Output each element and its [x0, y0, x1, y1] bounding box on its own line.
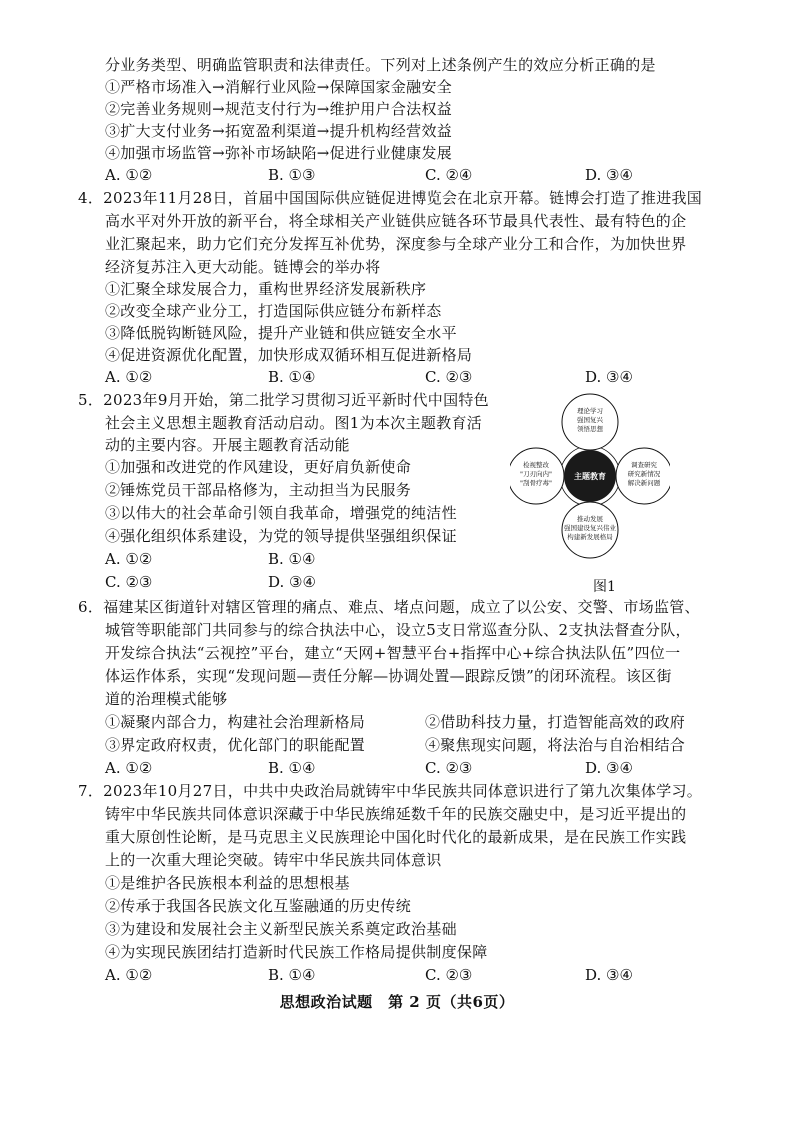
q4-option-a: A. ①②	[105, 368, 153, 386]
q6-line-4: 体运作体系，实现“发现问题—责任分解—协调处置—跟踪反馈”的闭环流程。该区街	[105, 667, 672, 685]
figure-1-left-label-1: 检视整改	[523, 461, 549, 469]
figure-1-diagram	[510, 392, 670, 592]
q3-item-3: ③扩大支付业务→拓宽盈利渠道→提升机构经营效益	[105, 122, 453, 140]
q3-option-c: C. ②④	[425, 166, 473, 184]
q7-option-b: B. ①④	[268, 966, 316, 984]
q5-item-3: ③以伟大的社会革命引领自我革命，增强党的纯洁性	[105, 504, 457, 522]
figure-1-top-label-3: 领悟思想	[577, 425, 603, 433]
q3-option-d: D. ③④	[585, 166, 633, 184]
q7-line-4: 上的一次重大理论突破。铸牢中华民族共同体意识	[105, 851, 442, 869]
q6-item-3: ③界定政府权责，优化部门的职能配置	[105, 736, 366, 754]
figure-1-right-label-2: 研究新情况	[627, 470, 661, 478]
q6-item-4: ④聚焦现实问题，将法治与自治相结合	[425, 736, 686, 754]
figure-1-left-label-2: "刀刃向内"	[520, 470, 552, 478]
q7-option-a: A. ①②	[105, 966, 153, 984]
q6-line-1: 6．福建某区街道针对辖区管理的痛点、难点、堵点问题，成立了以公安、交警、市场监管、	[78, 598, 700, 616]
q7-item-4: ④为实现民族团结打造新时代民族工作格局提供制度保障	[105, 943, 488, 961]
q3-stem: 分业务类型、明确监管职责和法律责任。下列对上述条例产生的效应分析正确的是	[105, 56, 656, 74]
q7-line-3: 重大原创性论断，是马克思主义民族理论中国化时代化的最新成果，是在民族工作实践	[105, 828, 687, 846]
figure-1-right-label-1: 调查研究	[631, 461, 657, 469]
figure-1-top-label-1: 理论学习	[577, 407, 603, 415]
q3-item-4: ④加强市场监管→弥补市场缺陷→促进行业健康发展	[105, 144, 453, 162]
q4-line-4: 经济复苏注入更大动能。链博会的举办将	[105, 258, 381, 276]
q6-item-2: ②借助科技力量，打造智能高效的政府	[425, 713, 686, 731]
figure-1-bottom-label-2: 强国建设复兴伟业	[564, 524, 616, 532]
q6-option-b: B. ①④	[268, 759, 316, 777]
q3-option-b: B. ①③	[268, 166, 316, 184]
q6-line-3: 开发综合执法“云视控”平台，建立“天网+智慧平台+指挥中心+综合执法队伍”四位一	[105, 644, 681, 662]
q3-option-a: A. ①②	[105, 166, 153, 184]
q4-line-1: 4．2023年11月28日，首届中国国际供应链促进博览会在北京开幕。链博会打造了推进我国	[78, 189, 703, 207]
q7-option-c: C. ②③	[425, 966, 473, 984]
figure-1-top-label-2: 强国复兴	[577, 416, 603, 424]
figure-1-caption: 图1	[593, 579, 616, 595]
q6-line-2: 城管等职能部门共同参与的综合执法中心，设立5支日常巡查分队、2支执法督查分队，	[105, 621, 691, 639]
q6-line-5: 道的治理模式能够	[105, 690, 228, 708]
q4-option-c: C. ②③	[425, 368, 473, 386]
q6-item-1: ①凝聚内部合力，构建社会治理新格局	[105, 713, 366, 731]
q3-item-1: ①严格市场准入→消解行业风险→保障国家金融安全	[105, 78, 453, 96]
q5-line-3: 动的主要内容。开展主题教育活动能	[105, 436, 350, 454]
q3-item-2: ②完善业务规则→规范支付行为→维护用户合法权益	[105, 100, 453, 118]
figure-1-center-label: 主题教育	[574, 472, 606, 481]
q4-item-3: ③降低脱钩断链风险，提升产业链和供应链安全水平	[105, 324, 457, 342]
figure-1-left-label-3: "刮骨疗毒"	[520, 479, 552, 487]
figure-1-right-label-3: 解决新问题	[627, 479, 661, 487]
page-footer: 思想政治试题 第 2 页（共6页）	[279, 993, 515, 1011]
q4-line-2: 高水平对外开放的新平台，将全球相关产业链供应链各环节最具代表性、最有特色的企	[105, 212, 687, 230]
q4-item-4: ④促进资源优化配置，加快形成双循环相互促进新格局	[105, 346, 473, 364]
q4-item-1: ①汇聚全球发展合力，重构世界经济发展新秩序	[105, 280, 427, 298]
q6-option-c: C. ②③	[425, 759, 473, 777]
q5-option-d: D. ③④	[268, 573, 316, 591]
q5-line-1: 5．2023年9月开始，第二批学习贯彻习近平新时代中国特色	[78, 391, 489, 409]
q7-item-2: ②传承于我国各民族文化互鉴融通的历史传统	[105, 897, 412, 915]
q6-option-a: A. ①②	[105, 759, 153, 777]
q7-item-3: ③为建设和发展社会主义新型民族关系奠定政治基础	[105, 920, 457, 938]
q4-option-b: B. ①④	[268, 368, 316, 386]
q7-line-2: 铸牢中华民族共同体意识深藏于中华民族绵延数千年的民族交融史中，是习近平提出的	[105, 805, 687, 823]
q5-option-b: B. ①④	[268, 550, 316, 568]
q7-option-d: D. ③④	[585, 966, 633, 984]
q5-item-2: ②锤炼党员干部品格修为，主动担当为民服务	[105, 481, 412, 499]
q4-option-d: D. ③④	[585, 368, 633, 386]
q7-line-1: 7．2023年10月27日，中共中央政治局就铸牢中华民族共同体意识进行了第九次集体学习。	[78, 782, 703, 800]
q5-item-4: ④强化组织体系建设，为党的领导提供坚强组织保证	[105, 527, 457, 545]
figure-1-bottom-label-1: 推动发展	[577, 515, 603, 523]
q6-option-d: D. ③④	[585, 759, 633, 777]
q4-item-2: ②改变全球产业分工，打造国际供应链分布新样态	[105, 302, 442, 320]
q5-item-1: ①加强和改进党的作风建设，更好肩负新使命	[105, 458, 412, 476]
q5-option-a: A. ①②	[105, 550, 153, 568]
q5-line-2: 社会主义思想主题教育活动启动。图1为本次主题教育活	[105, 414, 483, 432]
q5-option-c: C. ②③	[105, 573, 153, 591]
figure-1-bottom-label-3: 构建新发展格局	[567, 533, 613, 541]
q7-item-1: ①是维护各民族根本利益的思想根基	[105, 874, 350, 892]
q4-line-3: 业汇聚起来，助力它们充分发挥互补优势，深度参与全球产业分工和合作，为加快世界	[105, 235, 687, 253]
